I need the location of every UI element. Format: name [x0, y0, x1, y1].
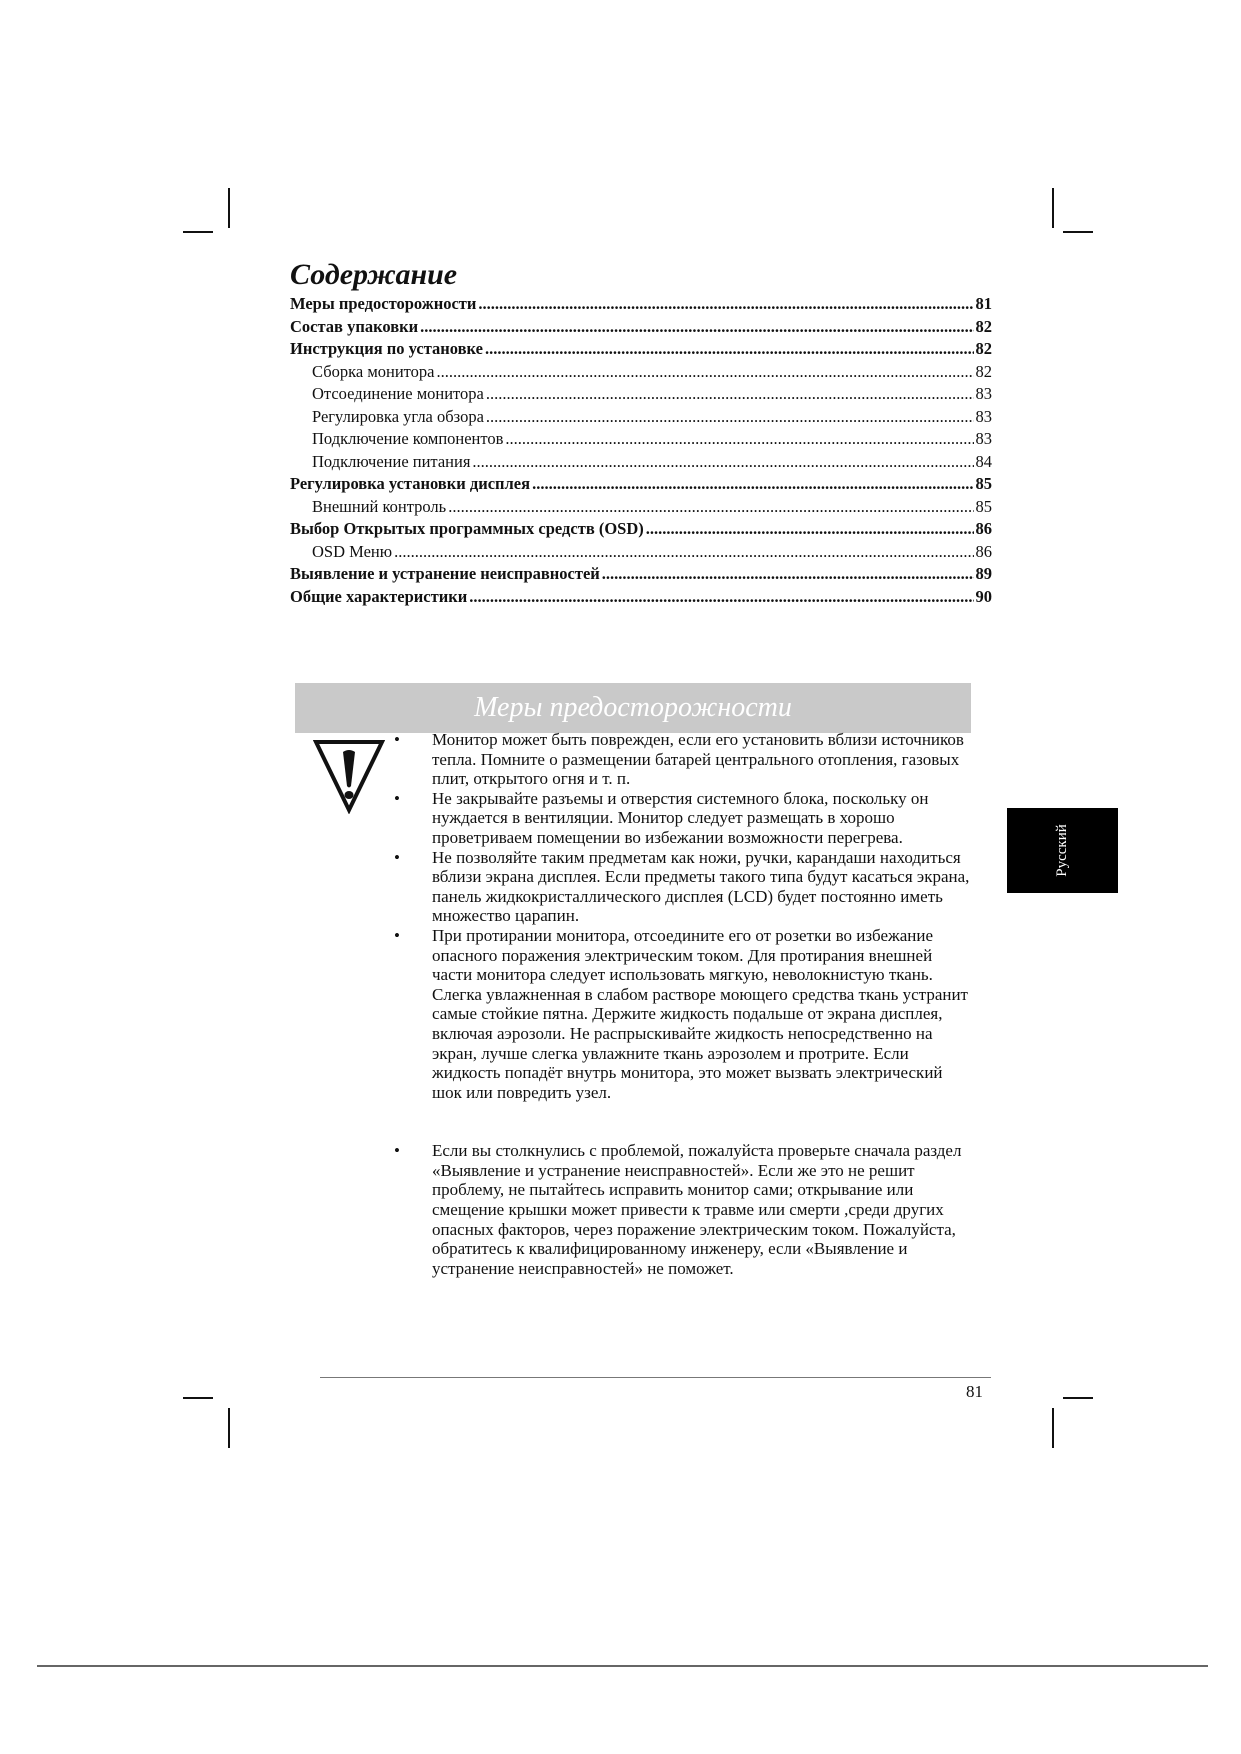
toc-leader-dots — [485, 339, 974, 359]
toc-entry-page: 85 — [975, 496, 992, 516]
list-item — [392, 926, 972, 1102]
crop-mark — [228, 188, 230, 228]
toc-entry-page: 84 — [975, 451, 992, 471]
toc-entry[interactable] — [290, 429, 992, 452]
crop-mark — [1052, 1408, 1054, 1448]
toc-entry-label: Подключение компонентов — [312, 429, 504, 448]
list-item — [392, 848, 972, 926]
toc-entry-page: 82 — [975, 361, 992, 381]
crop-mark — [183, 1397, 213, 1399]
crop-mark — [183, 231, 213, 233]
warning-triangle-icon — [313, 738, 385, 814]
bullet-marker: • — [394, 730, 400, 749]
toc-entry-page: 86 — [975, 519, 992, 538]
footer-divider — [320, 1377, 991, 1378]
toc-entry-page: 83 — [975, 429, 992, 448]
bullet-marker: • — [394, 847, 400, 867]
toc-leader-dots — [394, 542, 973, 562]
toc-entry[interactable] — [290, 542, 992, 565]
crop-mark — [1052, 188, 1054, 228]
toc-leader-dots — [448, 497, 973, 517]
bullet-marker: • — [394, 788, 400, 808]
toc-entry-page: 82 — [975, 339, 992, 358]
toc-entry-page: 81 — [975, 294, 992, 313]
toc-leader-dots — [472, 452, 973, 472]
toc-entry-label: Инструкция по установке — [290, 339, 483, 358]
toc-leader-dots — [532, 474, 973, 494]
crop-mark — [228, 1408, 230, 1448]
toc-entry-label: Внешний контроль — [312, 496, 447, 516]
toc-entry[interactable] — [290, 294, 992, 317]
section-banner: Меры предосторожности — [295, 683, 971, 733]
toc-leader-dots — [478, 294, 973, 314]
crop-mark — [1063, 231, 1093, 233]
toc-entry-label: Выбор Открытых программных средств (OSD) — [290, 519, 644, 538]
page-number: 81 — [966, 1382, 983, 1401]
toc-entry[interactable] — [290, 474, 992, 497]
toc-leader-dots — [505, 429, 973, 449]
toc-entry-label: Выявление и устранение неисправностей — [290, 564, 600, 583]
toc-entry-label: Подключение питания — [312, 451, 471, 471]
toc-entry-label: OSD Меню — [312, 541, 393, 561]
toc-entry-label: Регулировка угла обзора — [312, 406, 484, 426]
language-tab — [1007, 808, 1118, 893]
toc-entry-page: 83 — [975, 384, 992, 403]
toc-entry[interactable] — [290, 587, 992, 610]
toc-leader-dots — [437, 362, 974, 382]
list-item-text: Если вы столкнулись с проблемой, пожалуйста проверьте сначала раздел «Выявление и устранение неисправностей». Если же это не решит проблему, не пытайтесь исправить монитор сами; открывание или смещение крышки может привести к травме или смерти ,среди других опасных факторов, через поражение электрическим током. Пожалуйста, обратитесь к квалифицированному инженеру, если «Выявление и устранение неисправностей» не поможет. — [432, 1141, 962, 1278]
toc-leader-dots — [602, 564, 974, 584]
toc-entry-label: Сборка монитора — [312, 361, 435, 381]
toc-entry-page: 85 — [975, 474, 992, 493]
table-of-contents — [290, 294, 992, 609]
toc-entry-label: Отсоединение монитора — [312, 384, 484, 403]
list-item — [392, 789, 972, 848]
list-item-text: Монитор может быть поврежден, если его установить вблизи источников тепла. Помните о размещении батарей центрального отопления, газовых плит, открытого огня и т. п. — [432, 730, 964, 789]
toc-entry-label: Состав упаковки — [290, 316, 419, 336]
toc-entry-label: Регулировка установки дисплея — [290, 474, 531, 493]
page-bottom-divider — [37, 1665, 1208, 1667]
toc-entry-page: 83 — [975, 406, 992, 426]
precautions-list — [392, 730, 972, 1278]
toc-leader-dots — [646, 519, 974, 539]
toc-entry-page: 82 — [975, 316, 992, 336]
toc-entry-page: 89 — [975, 564, 992, 583]
toc-entry-label: Меры предосторожности — [290, 294, 477, 313]
toc-entry[interactable] — [290, 452, 992, 475]
bullet-marker: • — [394, 925, 400, 945]
toc-entry-label: Общие характеристики — [290, 586, 468, 606]
list-item-text: Не позволяйте таким предметам как ножи, ручки, карандаши находиться вблизи экрана дисплея. Если предметы такого типа будут касаться экрана, панель жидкокристаллического дисплея (LCD) будет постоянно иметь множество царапин. — [432, 847, 970, 926]
toc-leader-dots — [469, 587, 973, 607]
toc-leader-dots — [486, 407, 974, 427]
toc-entry[interactable] — [290, 407, 992, 430]
language-tab-label: Русский — [1054, 824, 1070, 877]
toc-entry[interactable] — [290, 362, 992, 385]
toc-entry[interactable] — [290, 519, 992, 542]
toc-entry[interactable] — [290, 384, 992, 407]
list-item — [392, 730, 972, 789]
toc-entry[interactable] — [290, 497, 992, 520]
list-item — [392, 1141, 972, 1278]
bullet-marker: • — [394, 1141, 400, 1161]
toc-leader-dots — [486, 384, 974, 404]
toc-entry-page: 90 — [975, 586, 992, 606]
toc-entry[interactable] — [290, 317, 992, 340]
crop-mark — [1063, 1397, 1093, 1399]
toc-entry[interactable] — [290, 564, 992, 587]
list-item-text: При протирании монитора, отсоедините его от розетки во избежание опасного поражения электрическим током. Для протирания внешней части монитора следует использовать мягкую, неволокнистую ткань. Слегка увлажненная в слабом растворе моющего средства ткань устранит самые стойкие пятна. Держите жидкость подальше от экрана дисплея, включая аэрозоли. Не распрыскивайте жидкость непосредственно на экран, лучше слегка увлажните ткань аэрозолем и протрите. Если жидкость попадёт внутрь монитора, это может вызвать электрический шок или повредить узел. — [432, 925, 968, 1102]
toc-entry-page: 86 — [975, 541, 992, 561]
list-item-text: Не закрывайте разъемы и отверстия системного блока, поскольку он нуждается в вентиляции. Монитор следует размещать в хорошо проветриваем помещении во избежании возможности перегрева. — [432, 788, 929, 847]
toc-leader-dots — [420, 317, 973, 337]
toc-entry[interactable] — [290, 339, 992, 362]
toc-title: Содержание — [290, 258, 458, 291]
